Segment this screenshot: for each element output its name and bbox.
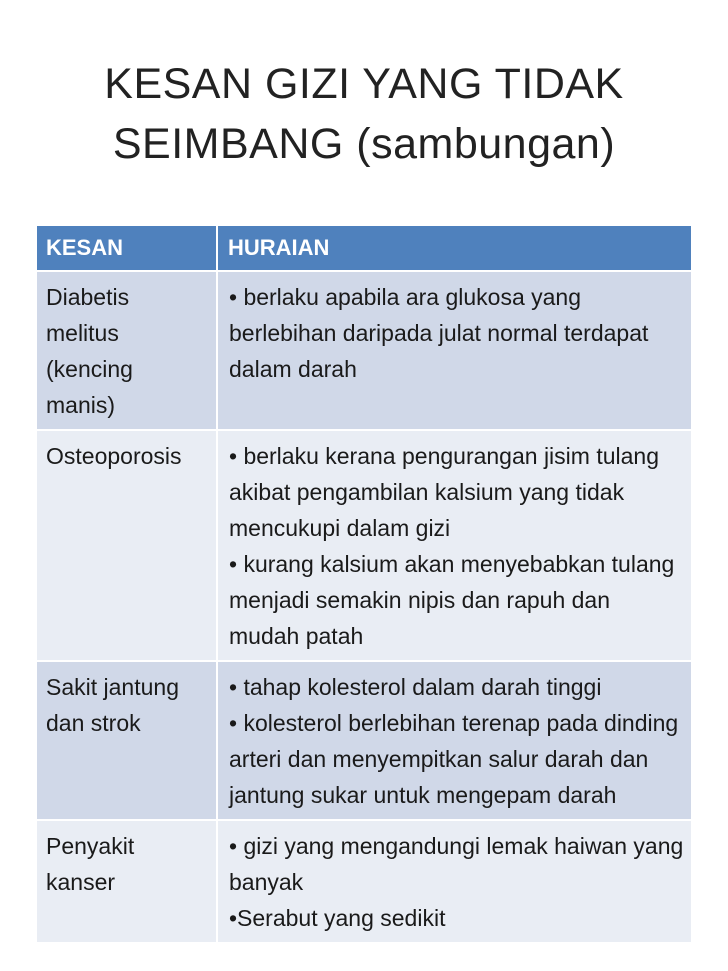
table-row xyxy=(37,662,691,821)
row-huraian-diabetis xyxy=(218,272,691,431)
title-line-2: SEIMBANG (sambungan) xyxy=(112,120,616,168)
row-huraian-kanser xyxy=(218,821,691,942)
bullet-item: • kurang kalsium akan menyebabkan tulang menjadi semakin nipis dan rapuh dan mudah patah xyxy=(229,551,675,649)
row-huraian-sakit-jantung xyxy=(218,662,691,821)
table-row xyxy=(37,821,691,942)
bullet-item: • gizi yang mengandungi lemak haiwan yang banyak xyxy=(229,833,684,895)
bullet-item: •Serabut yang sedikit xyxy=(229,905,446,931)
page-title xyxy=(40,54,688,174)
row-kesan-diabetis: Diabetis melitus (kencing manis) xyxy=(37,272,218,431)
bullet-item: • berlaku kerana pengurangan jisim tulang akibat pengambilan kalsium yang tidak mencukupi dalam gizi xyxy=(229,443,659,541)
row-kesan-osteoporosis: Osteoporosis xyxy=(37,431,218,662)
table-row xyxy=(37,431,691,662)
header-huraian: HURAIAN xyxy=(218,226,691,272)
header-kesan: KESAN xyxy=(37,226,218,272)
table-row xyxy=(37,272,691,431)
row-kesan-sakit-jantung: Sakit jantung dan strok xyxy=(37,662,218,821)
bullet-item: • tahap kolesterol dalam darah tinggi xyxy=(229,674,602,700)
bullet-item: • kolesterol berlebihan terenap pada dinding arteri dan menyempitkan salur darah dan jantung sukar untuk mengepam darah xyxy=(229,710,679,808)
row-huraian-osteoporosis xyxy=(218,431,691,662)
row-kesan-kanser: Penyakit kanser xyxy=(37,821,218,942)
title-line-1: KESAN GIZI YANG TIDAK xyxy=(104,60,624,108)
table-header-row xyxy=(37,226,691,272)
bullet-item: • berlaku apabila ara glukosa yang berlebihan daripada julat normal terdapat dalam darah xyxy=(229,284,649,382)
effects-table xyxy=(37,226,691,942)
